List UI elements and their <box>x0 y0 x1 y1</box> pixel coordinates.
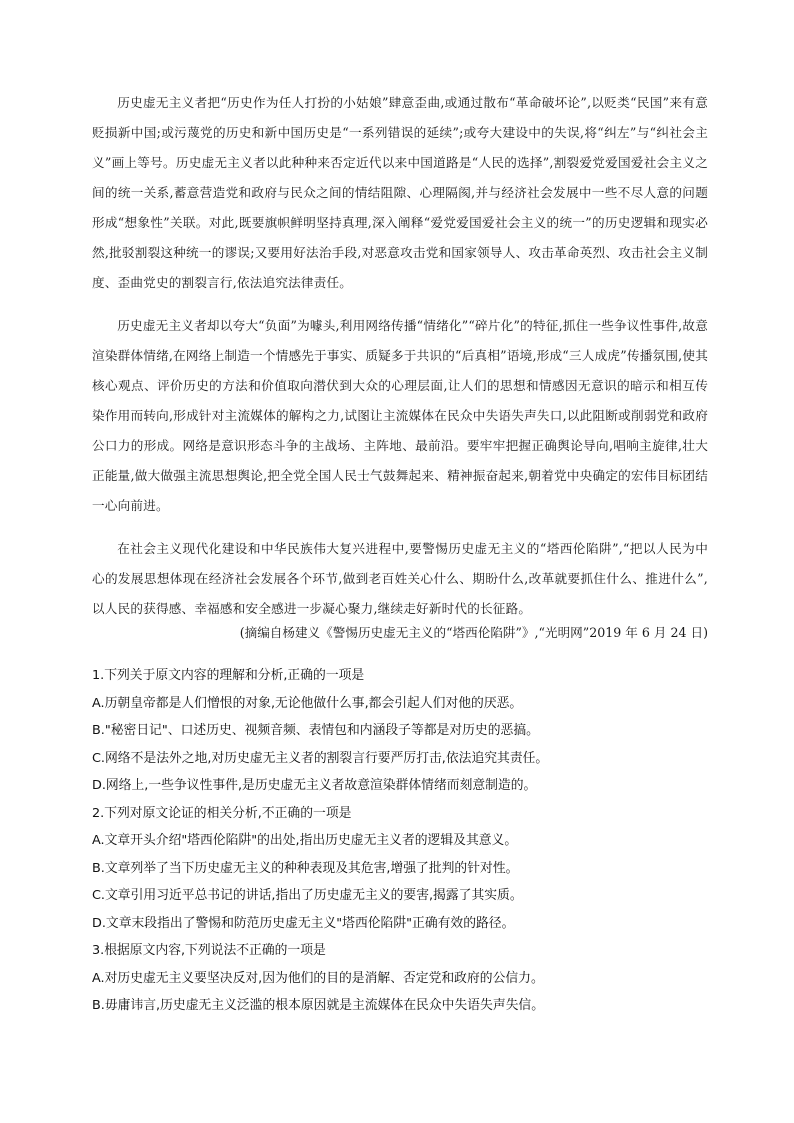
question-stem: 1.下列关于原文内容的理解和分析,正确的一项是 <box>92 668 365 683</box>
question-stem: 3.根据原文内容,下列说法不正确的一项是 <box>92 943 326 958</box>
option-c: C.文章引用习近平总书记的讲话,指出了历史虚无主义的要害,揭露了其实质。 <box>92 888 523 903</box>
option-a: A.文章开头介绍"塔西伦陷阱"的出处,指出历史虚无主义者的逻辑及其意义。 <box>92 833 518 848</box>
option-b: B.文章列举了当下历史虚无主义的种种表现及其危害,增强了批判的针对性。 <box>92 860 519 876</box>
option-b: B."秘密日记"、口述历史、视频音频、表情包和内涵段子等都是对历史的恶搞。 <box>92 723 539 738</box>
option-a: A.对历史虚无主义要坚决反对,因为他们的目的是消解、否定党和政府的公信力。 <box>92 970 544 986</box>
option-d: D.文章末段指出了警惕和防范历史虚无主义"塔西伦陷阱"正确有效的路径。 <box>92 915 515 931</box>
option-a: A.历朝皇帝都是人们憎恨的对象,无论他做什么事,都会引起人们对他的厌恶。 <box>92 695 523 711</box>
passage-paragraph-3: 在社会主义现代化建设和中华民族伟大复兴进程中,要警惕历史虚无主义的“塔西伦陷阱”,“把以人民为中心的发展思想体现在经济社会发展各个环节,做到老百姓关心什么、期盼什么,改革就要抓住什么、推进什么”,以人民的获得感、幸福感和安全感进一步凝心聚力,继续走好新时代的长征路。 <box>92 541 708 616</box>
question-1 <box>92 662 732 800</box>
reading-passage <box>92 88 708 637</box>
question-3 <box>92 937 732 1020</box>
option-b: B.毋庸讳言,历史虚无主义泛滥的根本原因就是主流媒体在民众中失语失声失信。 <box>92 998 545 1013</box>
passage-source-citation: (摘编自杨建义《警惕历史虚无主义的“塔西伦陷阱”》,“光明网”2019 年 6 月 24 日) <box>239 625 708 640</box>
question-list <box>92 662 732 1020</box>
question-stem: 2.下列对原文论证的相关分析,不正确的一项是 <box>92 805 352 821</box>
passage-paragraph-1: 历史虚无主义者把“历史作为任人打扮的小姑娘”肆意歪曲,或通过散布“革命破坏论”,以贬类“民国”来有意贬损新中国;或污蔑党的历史和新中国历史是“一系列错误的延续”;或夸大建设中的失误,将“纠左”与“纠社会主义”画上等号。历史虚无主义者以此种种来否定近代以来中国道路是“人民的选择”,割裂爱党爱国爱社会主义之间的统一关系,蓄意营造党和政府与民众之间的情结阻隙、心理隔阂,并与经济社会发展中一些不尽人意的问题形成“想象性”关联。对此,既要旗帜鲜明坚持真理,深入阐释“爱党爱国爱社会主义的统一”的历史逻辑和现实必然,批驳割裂这种统一的谬误;又要用好法治手段,对恶意攻击党和国家领导人、攻击革命英烈、攻击社会主义制度、歪曲党史的割裂言行,依法追究法律责任。 <box>92 95 708 290</box>
passage-paragraph-2: 历史虚无主义者却以夸大“负面”为噱头,利用网络传播“情绪化”“碎片化”的特征,抓住一些争议性事件,故意渲染群体情绪,在网络上制造一个情感先于事实、质疑多于共识的“后真相”语境,形成“三人成虎”传播氛围,使其核心观点、评价历史的方法和价值取向潜伏到大众的心理层面,让人们的思想和情感因无意识的暗示和相互传染作用而转向,形成针对主流媒体的解构之力,试图让主流媒体在民众中失语失声失口,以此阻断或削弱党和政府公口力的形成。网络是意识形态斗争的主战场、主阵地、最前沿。要牢牢把握正确舆论导向,唱响主旋律,壮大正能量,做大做强主流思想舆论,把全党全国人民士气鼓舞起来、精神振奋起来,朝着党中央确定的宏伟目标团结一心向前进。 <box>92 318 708 513</box>
option-c: C.网络不是法外之地,对历史虚无主义者的割裂言行要严厉打击,依法追究其责任。 <box>92 750 549 766</box>
option-d: D.网络上,一些争议性事件,是历史虚无主义者故意渲染群体情绪而刻意制造的。 <box>92 778 537 793</box>
question-2 <box>92 800 732 938</box>
